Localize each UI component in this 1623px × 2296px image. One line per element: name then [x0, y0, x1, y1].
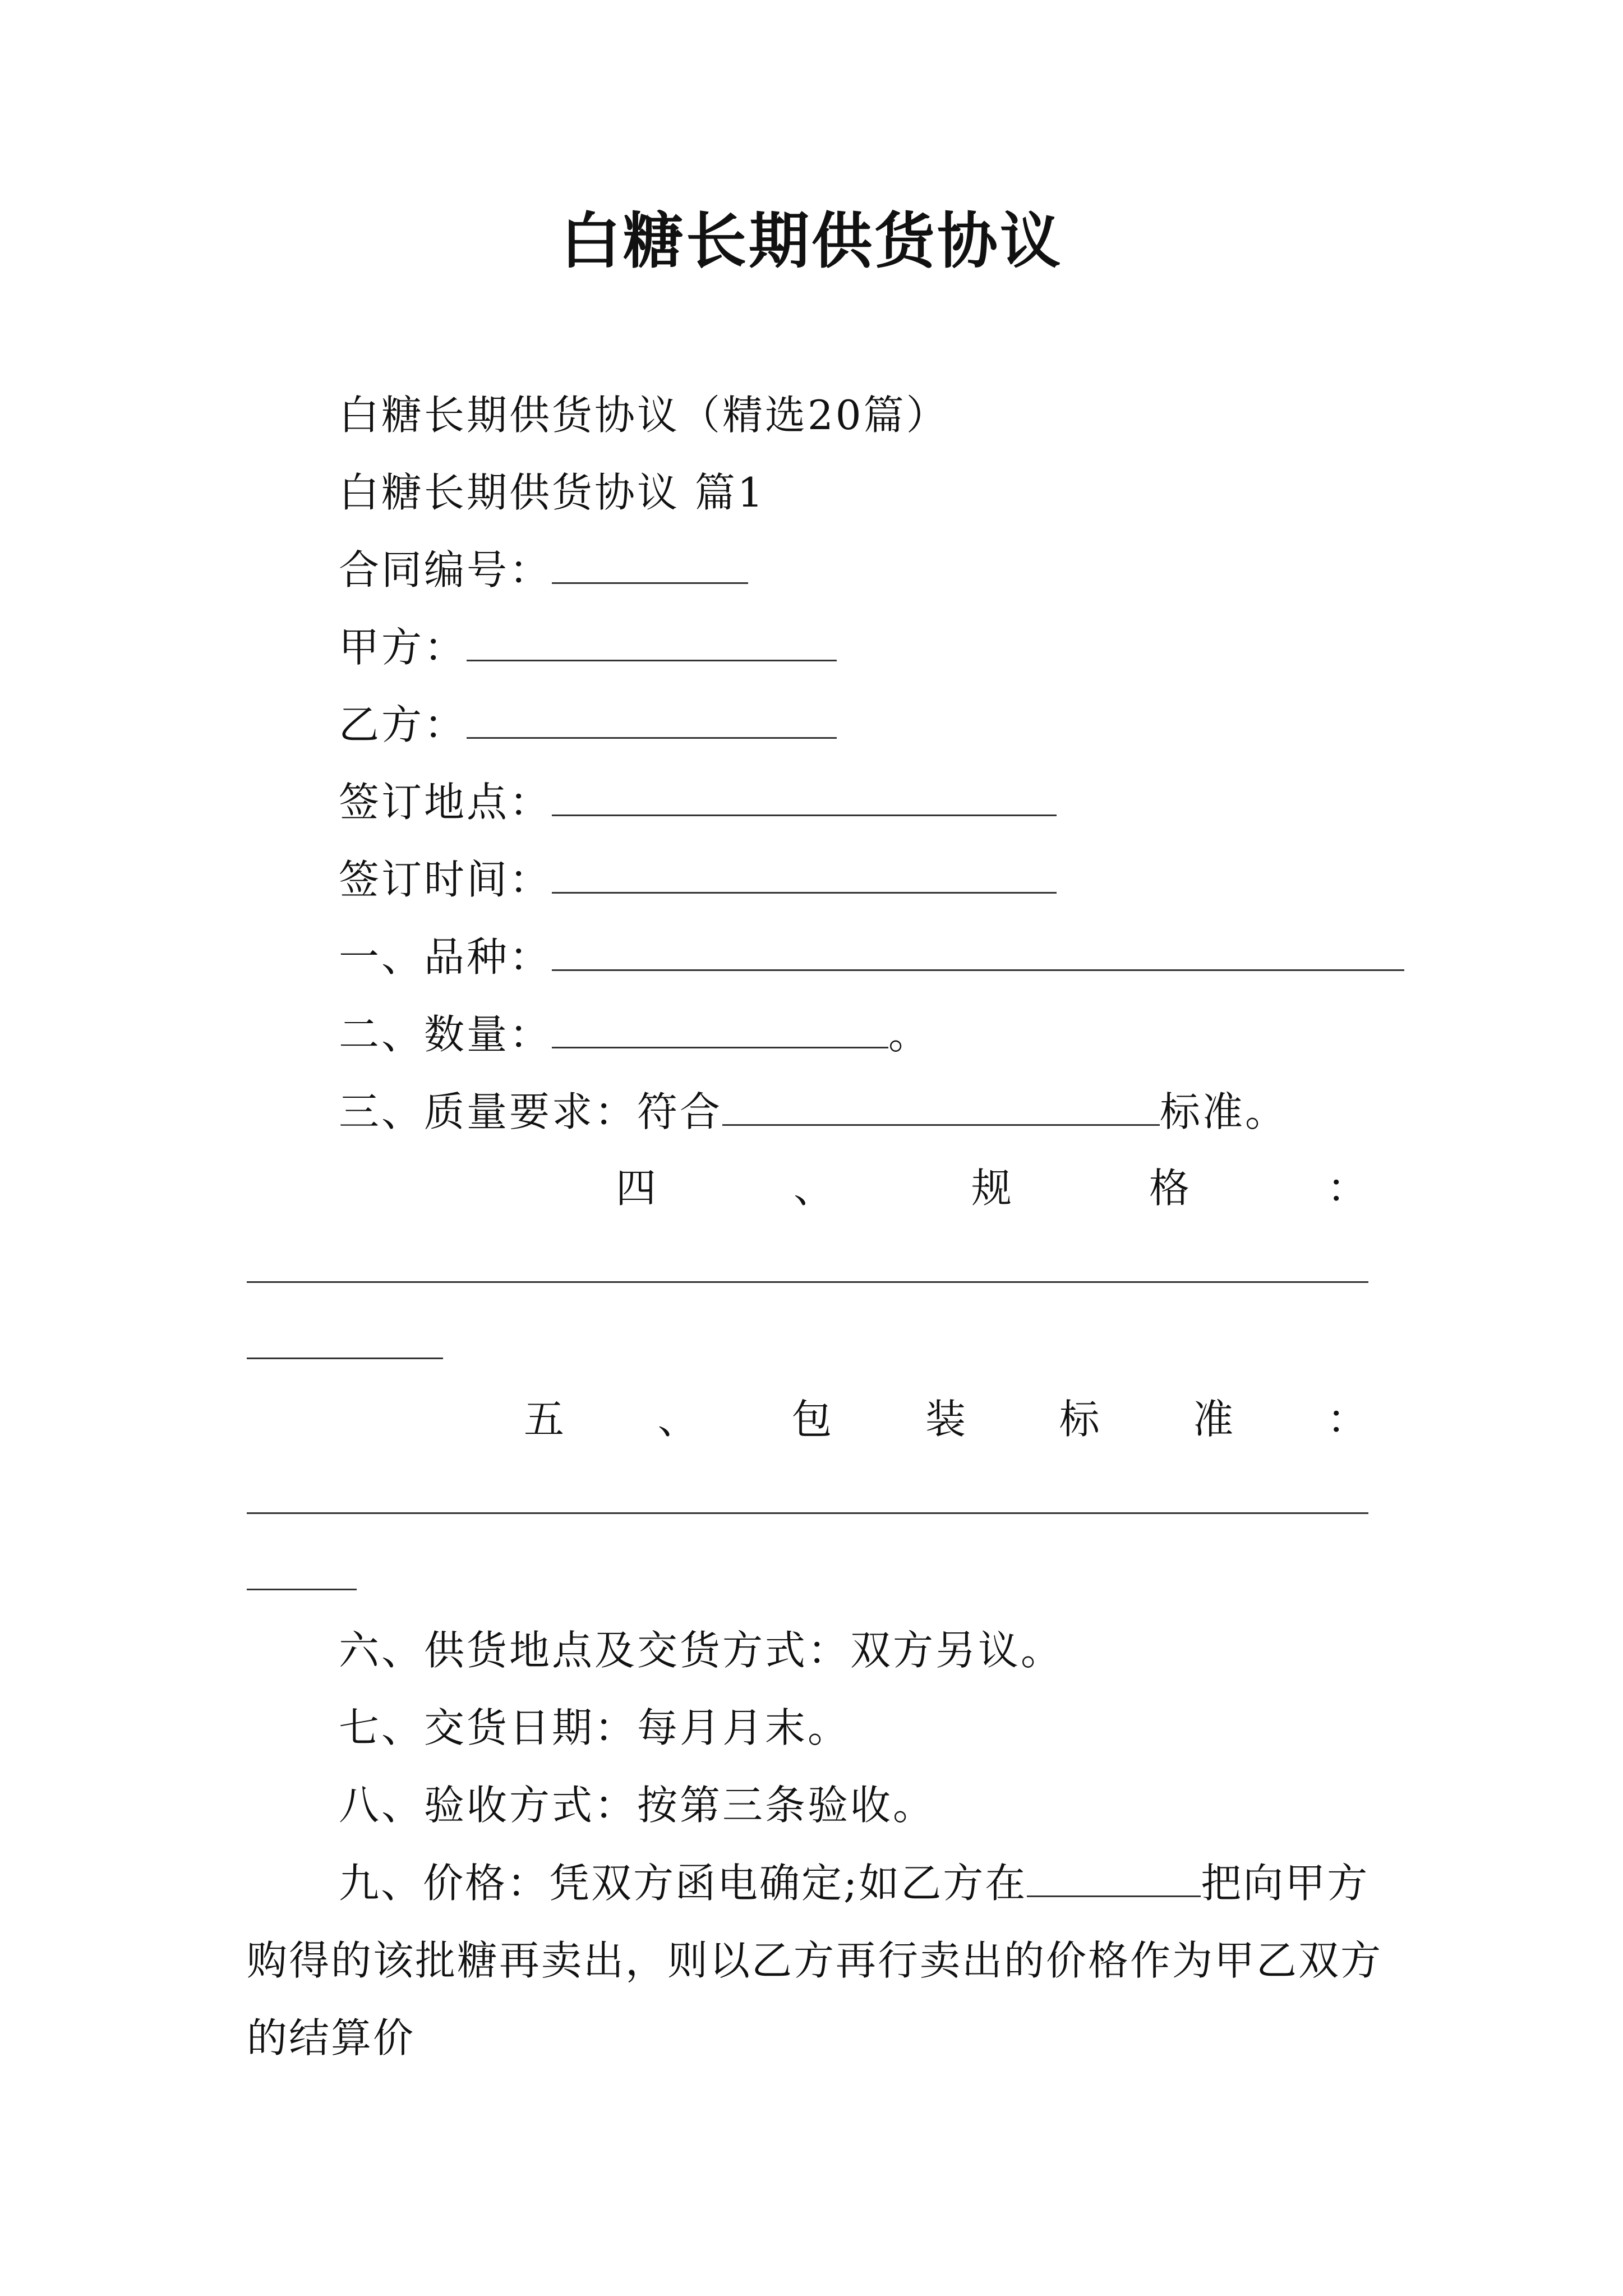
price-blank — [1027, 1861, 1201, 1897]
price-text-part2: 把向甲方购得的该批糖再卖出，则以乙方再行卖出的价格作为甲乙双方的结算价 — [247, 1860, 1383, 2062]
specification-blank-line-2 — [247, 1358, 443, 1359]
item-specification-heading — [616, 1160, 1367, 1216]
field-label: 乙方： — [339, 701, 467, 748]
signing-place-blank — [552, 780, 1057, 816]
field-label: 合同编号： — [339, 546, 552, 593]
packaging-blank-line-2 — [247, 1589, 357, 1590]
field-label: 甲方： — [339, 624, 467, 671]
item-quality — [339, 1084, 1288, 1140]
item-price-paragraph — [247, 1844, 1385, 2077]
price-text-part1: 九、价格：凭双方函电确定;如乙方在 — [339, 1860, 1027, 1907]
item-delivery-place: 六、供货地点及交货方式：双方另议。 — [339, 1627, 1064, 1674]
document-subtitle: 白糖长期供货协议（精选20篇） — [339, 392, 949, 439]
quality-blank — [722, 1089, 1160, 1126]
heading-char: 规 — [971, 1165, 1012, 1212]
item-variety — [339, 929, 1404, 985]
specification-blank-line-1 — [247, 1281, 1368, 1283]
heading-char: 五 — [524, 1396, 565, 1443]
field-contract-number — [339, 542, 748, 598]
item-acceptance: 八、验收方式：按第三条验收。 — [339, 1782, 936, 1829]
heading-char: 格 — [1149, 1165, 1189, 1212]
field-signing-place — [339, 774, 1057, 830]
item-suffix: 标准。 — [1160, 1088, 1288, 1135]
field-party-b — [339, 697, 837, 753]
item-suffix: 。 — [888, 1011, 932, 1058]
item-packaging-heading — [524, 1391, 1367, 1447]
heading-char: 包 — [791, 1396, 832, 1443]
item-delivery-date: 七、交货日期：每月月末。 — [339, 1704, 851, 1751]
heading-char: ： — [1326, 1396, 1367, 1443]
item-label: 一、品种： — [339, 933, 552, 981]
field-label: 签订地点： — [339, 779, 552, 826]
heading-char: 装 — [925, 1396, 966, 1443]
heading-char: 标 — [1059, 1396, 1100, 1443]
signing-time-blank — [552, 857, 1057, 894]
heading-char: 准 — [1193, 1396, 1234, 1443]
item-label: 三、质量要求：符合 — [339, 1088, 723, 1135]
heading-char: 四 — [616, 1165, 657, 1212]
heading-char: 、 — [657, 1396, 698, 1443]
quantity-blank — [552, 1012, 888, 1048]
item-quantity — [339, 1006, 931, 1062]
packaging-blank-line-1 — [247, 1512, 1368, 1514]
document-title: 白糖长期供货协议 — [560, 206, 1063, 277]
variety-blank — [552, 935, 1404, 971]
field-label: 签订时间： — [339, 856, 552, 903]
heading-char: 、 — [793, 1165, 834, 1212]
field-signing-time — [339, 852, 1057, 908]
heading-char: ： — [1326, 1165, 1367, 1212]
contract-number-blank — [552, 547, 748, 584]
party-b-blank — [467, 702, 837, 739]
section-heading: 白糖长期供货协议 篇1 — [339, 469, 766, 516]
field-party-a — [339, 619, 837, 675]
party-a-blank — [467, 625, 837, 661]
item-label: 二、数量： — [339, 1011, 552, 1058]
